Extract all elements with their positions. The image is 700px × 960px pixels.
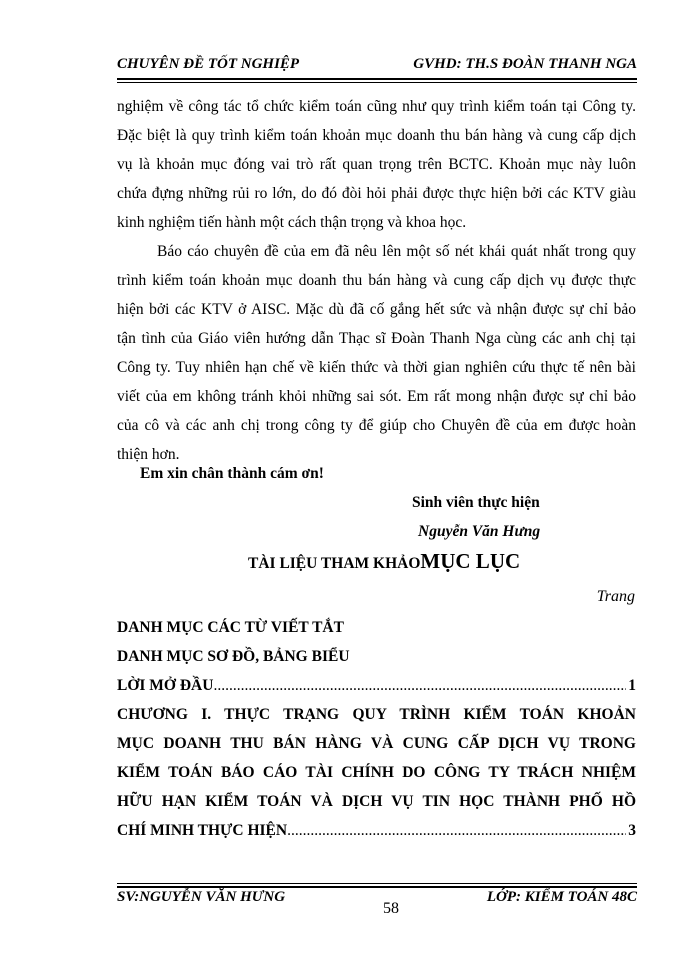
signature-role: Sinh viên thực hiện xyxy=(412,494,540,511)
para2-line-4: tận tình của Giáo viên hướng dẫn Thạc sĩ Đoàn Thanh Nga cùng các anh chị tại xyxy=(117,330,636,347)
toc-item-diagrams-tables[interactable]: DANH MỤC SƠ ĐỒ, BẢNG BIỂU xyxy=(117,648,350,665)
para2-line-5: Công ty. Tuy nhiên hạn chế về kiến thức và thời gian nghiên cứu thực tế nên bài xyxy=(117,359,636,376)
page-header xyxy=(117,53,637,77)
page-number: 58 xyxy=(383,900,399,917)
toc-introduction-label: LỜI MỞ ĐẦU xyxy=(117,677,214,694)
page-column-label: Trang xyxy=(596,588,635,605)
header-supervisor: GVHD: TH.S ĐOÀN THANH NGA xyxy=(413,56,637,72)
table-of-contents xyxy=(117,613,636,845)
toc-item-abbreviations[interactable]: DANH MỤC CÁC TỪ VIẾT TẮT xyxy=(117,619,344,636)
para2-line-7: của cô và các anh chị trong công ty để giúp cho Chuyên đề của em được hoàn xyxy=(117,417,636,434)
toc-chapter1-page: 3 xyxy=(628,822,636,839)
footer-student: SV:NGUYỄN VĂN HƯNG xyxy=(117,889,286,905)
body-text xyxy=(117,92,636,469)
para2-line-3: hiện bởi các KTV ở AISC. Mặc dù đã cố gắng hết sức và nhận được sự chỉ bảo xyxy=(117,301,636,318)
signature-name: Nguyễn Văn Hưng xyxy=(418,523,541,540)
para2-line-2: trình kiểm toán khoản mục doanh thu bán hàng và cung cấp dịch vụ được thực xyxy=(117,272,636,289)
para1-line-3: vụ là khoản mục đóng vai trò rất quan trọng trên BCTC. Khoản mục này luôn xyxy=(117,156,636,173)
toc-chapter1-last[interactable] xyxy=(117,816,636,845)
contents-heading: MỤC LỤC xyxy=(420,549,521,573)
toc-chapter1-line-2[interactable]: MỤC DOANH THU BÁN HÀNG VÀ CUNG CẤP DỊCH VỤ TRONG xyxy=(117,735,636,752)
toc-introduction-page: 1 xyxy=(628,677,636,694)
header-title: CHUYÊN ĐỀ TỐT NGHIỆP xyxy=(117,56,300,72)
thanks-line: Em xin chân thành cám ơn! xyxy=(140,465,324,482)
toc-item-introduction[interactable] xyxy=(117,671,636,700)
para2-line-6: viết của em không tránh khỏi những sai sót. Em rất mong nhận được sự chỉ bảo xyxy=(117,388,636,405)
header-rule xyxy=(117,78,637,83)
para1-line-1: nghiệm về công tác tổ chức kiểm toán cũng như quy trình kiểm toán tại Công ty. xyxy=(117,98,636,115)
toc-dot-leader xyxy=(287,816,626,845)
footer-rule xyxy=(117,883,637,888)
references-heading: TÀI LIỆU THAM KHẢO xyxy=(248,555,421,572)
para1-line-4: chứa đựng những rủi ro lớn, do đó đòi hỏi phải được thực hiện bởi các KTV giàu xyxy=(117,185,636,202)
footer-class: LỚP: KIỂM TOÁN 48C xyxy=(486,889,637,905)
toc-chapter1-line-4[interactable]: HỮU HẠN KIỂM TOÁN VÀ DỊCH VỤ TIN HỌC THÀNH PHỐ HỒ xyxy=(117,793,636,810)
toc-chapter1-last-label: CHÍ MINH THỰC HIỆN xyxy=(117,822,288,839)
toc-dot-leader xyxy=(213,671,626,700)
toc-heading xyxy=(248,549,520,574)
toc-chapter1-line-1[interactable]: CHƯƠNG I. THỰC TRẠNG QUY TRÌNH KIỂM TOÁN KHOẢN xyxy=(117,706,636,723)
para1-line-5: kinh nghiệm tiến hành một cách thận trọng và khoa học. xyxy=(117,214,467,231)
para2-line-8: thiện hơn. xyxy=(117,446,180,463)
toc-chapter1-line-3[interactable]: KIỂM TOÁN BÁO CÁO TÀI CHÍNH DO CÔNG TY TRÁCH NHIỆM xyxy=(117,764,636,781)
para2-line-1: Báo cáo chuyên đề của em đã nêu lên một số nét khái quát nhất trong quy xyxy=(157,243,636,260)
para1-line-2: Đặc biệt là quy trình kiểm toán khoản mục doanh thu bán hàng và cung cấp dịch xyxy=(117,127,636,144)
